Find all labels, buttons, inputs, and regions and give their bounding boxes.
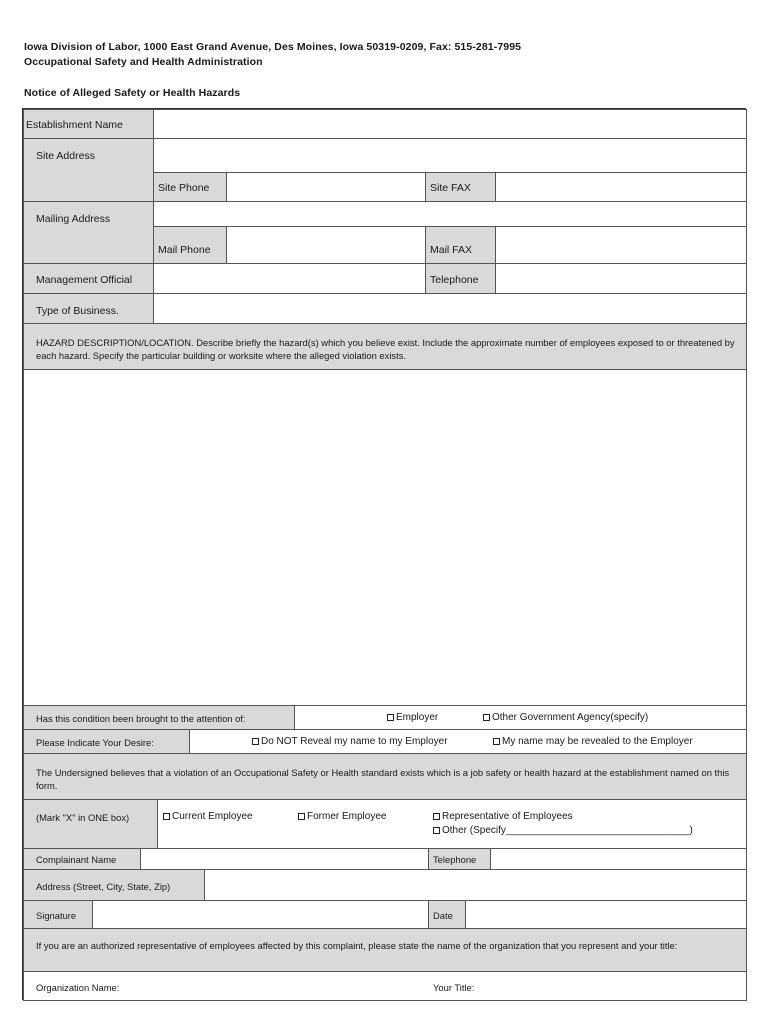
violation-statement: The Undersigned believes that a violation of an Occupational Safety or Health standard exists which is a job safety or health hazard at the establishment named on this form. xyxy=(36,767,730,791)
other-option[interactable] xyxy=(433,825,693,836)
complainant-telephone-label-cell xyxy=(428,848,491,870)
complainant-name-label: Complainant Name xyxy=(36,854,117,865)
complainant-address-field[interactable] xyxy=(204,869,747,901)
management-official-label: Management Official xyxy=(36,274,133,286)
mail-fax-field[interactable] xyxy=(495,226,747,264)
former-employee-option[interactable] xyxy=(298,811,386,822)
telephone-label-cell xyxy=(425,263,496,294)
representative-note-cell xyxy=(23,928,747,972)
mail-phone-label: Mail Phone xyxy=(158,244,211,256)
signature-field[interactable] xyxy=(92,900,429,929)
mail-fax-label-cell xyxy=(425,226,496,264)
desire-options-cell xyxy=(189,729,747,754)
business-type-label: Type of Business. xyxy=(36,305,119,317)
mailing-address-label-cell xyxy=(23,201,154,264)
former-employee-label: Former Employee xyxy=(307,811,387,822)
employer-checkbox[interactable] xyxy=(387,714,394,721)
desire-do-not-reveal-option[interactable] xyxy=(252,736,448,747)
complainant-name-label-cell xyxy=(23,848,141,870)
attention-employer-option[interactable] xyxy=(387,712,438,723)
statement-cell xyxy=(23,753,747,800)
business-type-label-cell xyxy=(23,293,154,324)
desire-reveal-option[interactable] xyxy=(493,736,693,747)
telephone-label: Telephone xyxy=(430,274,479,286)
your-title-label: Your Title: xyxy=(433,982,475,993)
mail-phone-field[interactable] xyxy=(226,226,426,264)
form-title: Notice of Alleged Safety or Health Hazards xyxy=(24,87,241,99)
other-label: Other (Specify_________________________________) xyxy=(442,825,693,836)
site-phone-label-cell xyxy=(153,172,227,202)
organization-row[interactable] xyxy=(23,971,747,1001)
complainant-telephone-label: Telephone xyxy=(433,854,477,865)
complaint-form xyxy=(22,108,746,1000)
mailing-address-label: Mailing Address xyxy=(36,213,111,225)
relationship-label: (Mark "X" in ONE box) xyxy=(36,812,130,823)
establishment-name-label: Establishment Name xyxy=(26,119,123,131)
hazard-description-field[interactable] xyxy=(23,369,747,706)
site-fax-label-cell xyxy=(425,172,496,202)
representative-note: If you are an authorized representative of employees affected by this complaint, please state the name of the organization that you represent and your title: xyxy=(36,940,678,951)
site-address-label: Site Address xyxy=(36,150,95,162)
mail-phone-label-cell xyxy=(153,226,227,264)
current-employee-checkbox[interactable] xyxy=(163,813,170,820)
current-employee-label: Current Employee xyxy=(172,811,253,822)
date-field[interactable] xyxy=(465,900,747,929)
agency-name: Occupational Safety and Health Administration xyxy=(24,56,263,68)
attention-label: Has this condition been brought to the attention of: xyxy=(36,713,246,724)
site-phone-label: Site Phone xyxy=(158,182,210,194)
former-employee-checkbox[interactable] xyxy=(298,813,305,820)
desire-do-not-reveal-label: Do NOT Reveal my name to my Employer xyxy=(261,736,448,747)
attention-agency-label: Other Government Agency(specify) xyxy=(492,712,649,723)
representative-label: Representative of Employees xyxy=(442,811,573,822)
management-official-label-cell xyxy=(23,263,154,294)
site-address-field[interactable] xyxy=(153,138,747,173)
organization-name-label: Organization Name: xyxy=(36,982,120,993)
signature-label-cell xyxy=(23,900,93,929)
date-label-cell xyxy=(428,900,466,929)
attention-label-cell xyxy=(23,705,295,730)
hazard-instructions-cell xyxy=(23,323,747,370)
site-fax-field[interactable] xyxy=(495,172,747,202)
desire-reveal-label: My name may be revealed to the Employer xyxy=(502,736,693,747)
representative-option[interactable] xyxy=(433,811,573,822)
business-type-field[interactable] xyxy=(153,293,747,324)
representative-checkbox[interactable] xyxy=(433,813,440,820)
reveal-checkbox[interactable] xyxy=(493,738,500,745)
site-address-label-cell xyxy=(23,138,154,202)
relationship-label-cell xyxy=(23,799,158,849)
desire-label-cell xyxy=(23,729,190,754)
do-not-reveal-checkbox[interactable] xyxy=(252,738,259,745)
attention-employer-label: Employer xyxy=(396,712,439,723)
agency-address: Iowa Division of Labor, 1000 East Grand Avenue, Des Moines, Iowa 50319-0209, Fax: 515-281-7995 xyxy=(24,41,522,53)
complainant-address-label: Address (Street, City, State, Zip) xyxy=(36,881,171,892)
other-checkbox[interactable] xyxy=(433,827,440,834)
mail-fax-label: Mail FAX xyxy=(430,244,473,256)
relationship-options-cell xyxy=(157,799,747,849)
current-employee-option[interactable] xyxy=(163,811,253,822)
establishment-name-label-cell xyxy=(23,109,154,139)
agency-checkbox[interactable] xyxy=(483,714,490,721)
management-telephone-field[interactable] xyxy=(495,263,747,294)
complainant-name-field[interactable] xyxy=(140,848,429,870)
desire-label: Please Indicate Your Desire: xyxy=(36,737,154,748)
signature-label: Signature xyxy=(36,910,77,921)
management-official-field[interactable] xyxy=(153,263,426,294)
date-label: Date xyxy=(433,910,453,921)
attention-options-cell xyxy=(294,705,747,730)
establishment-name-field[interactable] xyxy=(153,109,747,139)
site-fax-label: Site FAX xyxy=(430,182,471,194)
complainant-address-label-cell xyxy=(23,869,205,901)
hazard-instructions: HAZARD DESCRIPTION/LOCATION. Describe briefly the hazard(s) which you believe exist. Include the approximate number of employees exposed to or threatened by each hazard. Specify the particular building or worksite where the alleged violation exists. xyxy=(36,337,735,361)
complainant-telephone-field[interactable] xyxy=(490,848,747,870)
site-phone-field[interactable] xyxy=(226,172,426,202)
mailing-address-field[interactable] xyxy=(153,201,747,227)
attention-agency-option[interactable] xyxy=(483,712,648,723)
